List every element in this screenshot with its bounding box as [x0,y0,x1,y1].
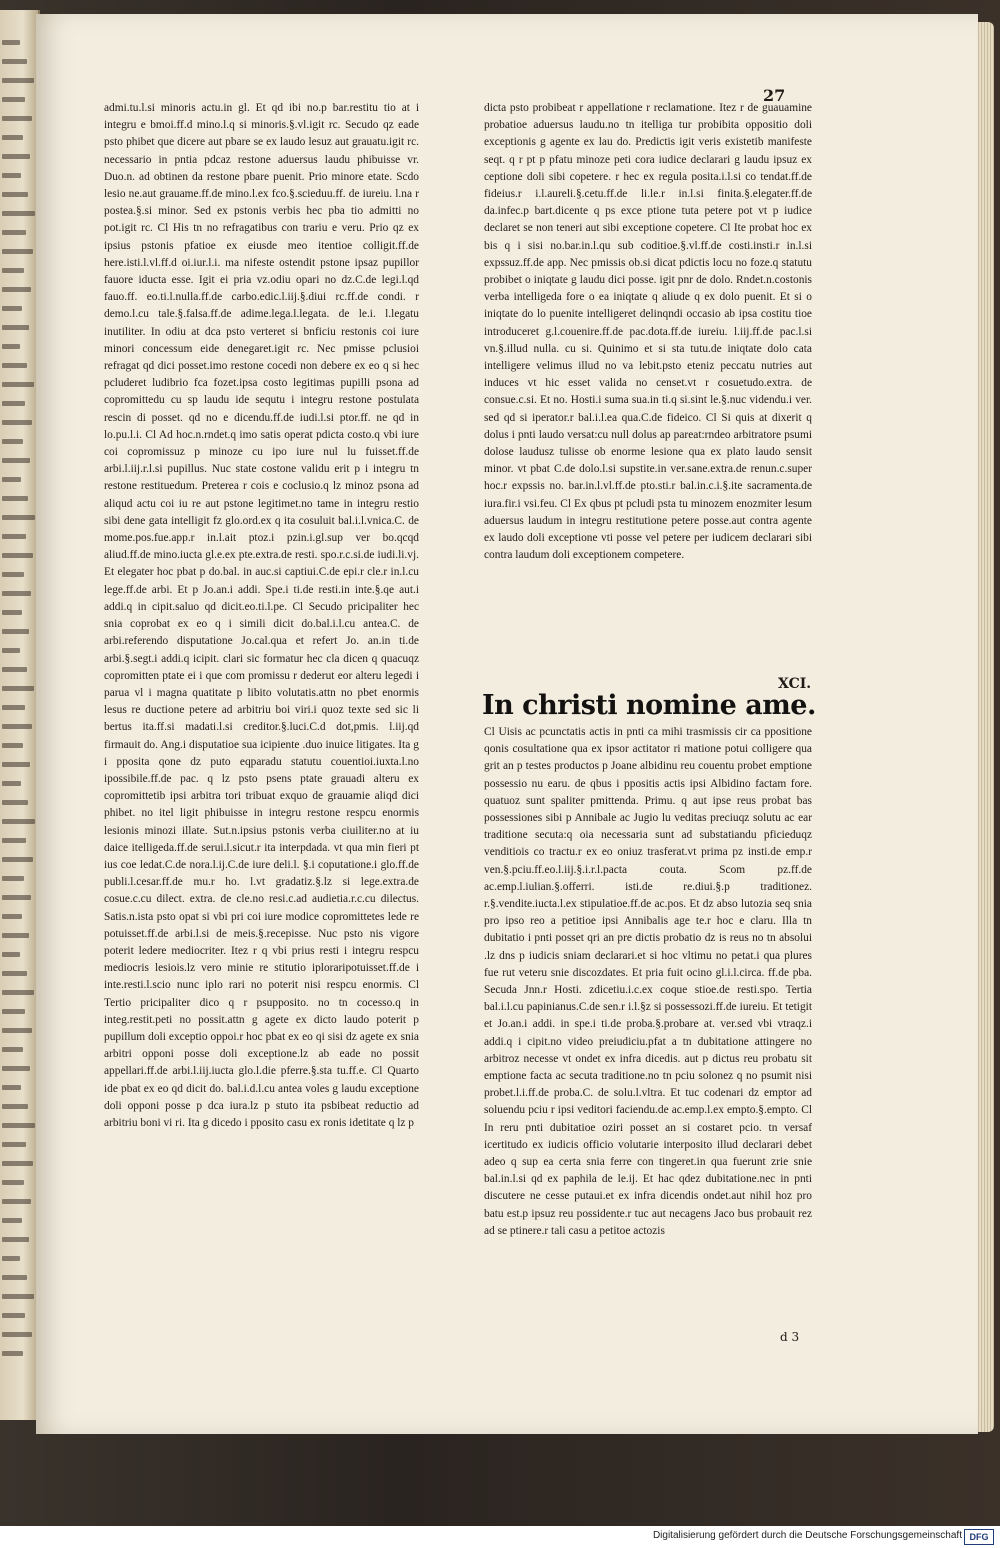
previous-page-text-line [2,230,26,235]
previous-page-text-line [2,800,28,805]
previous-page-text-line [2,1104,28,1109]
footer-bar [0,1526,1000,1548]
previous-page-text-line [2,705,25,710]
previous-page-text-line [2,97,25,102]
previous-page-text-line [2,724,32,729]
previous-page-text-line [2,496,28,501]
previous-page-text-line [2,439,23,444]
previous-page-text-line [2,401,25,406]
previous-page-text-line [2,1256,20,1261]
previous-page-text-line [2,876,24,881]
previous-page-text-line [2,534,26,539]
previous-page-text-line [2,838,26,843]
previous-page-text-line [2,1351,23,1356]
previous-page-text-line [2,1180,24,1185]
previous-page-text-line [2,1066,30,1071]
previous-page-text-line [2,40,20,45]
right-column-bottom-text: Cl Uisis ac pcunctatis actis in pnti ca mihi trasmissis cir ca ppositione qonis cosultatione qua ex ipsor actitator ri matione potui colligere qua grit an p testes productos p Joane albidinu reu couentu probet emptione possessio nu earu. de qbus i ppositis actis ipsi Albidino factam fore. quatuoz sunt spaliter pmittenda. Primu. q aut ipse reus probat bas possessiones sibi p Annibale ac Jugio lu veditas preciuqz solutu ac ear traditione secuta:q oia necessaria sunt ad substatiandu pficieduqz venditiois co tractu.r ex eo oniuz trasferat.vt prima pz insti.de emp.r ven.§.pciu.ff.eo.l.iij.§.i.r.l.pacta couta. Scom pz.ff.de ac.emp.l.iulian.§.offerri. isti.de re.diui.§.p traditionez. r.§.vendite.iucta.l.ex stipulatioe.ff.de ac.pos. Et dz abso lutozia seq snia pro ipso reo a petitioe ipsi Annibalis age te.r hoc e claru. Illa tn dubitatio i pnti posset qri an pre dictis probatio dz is reus no tn absolui .lz dns p iudicis sniam declarari.et si hoc vltimu no petat.i qua plures fue rut veteru snie discozdates. Et pria fuit ocino gl.i.l.circa. ff.de pba. Secuda Jnn.r Hosti. zdicetiu.i.c.ex coque stioe.de resti.spo. Tertia bal.i.l.cu papinianus.C.de sen.r i.l.§z si possessozi.ff.de iureiu. Et tetigit et Jo.an.i addi. in spe.i ti.de proba.§.probare at. ver.sed vbi vtraqz.i addi.q i cipit.no video preiudiciu.pfat a tn dubitatione attingere no arbitroz necesse vt ondet ex infra dicedis. aut p dictus reu probatu sit emptione facta ac secuta traditione.no tn pciu solonez q no psumit nisi probet.l.i.ff.de proba.C. de solu.l.vltra. Et tuc codenari dz emptor ad soluendu pciu r ipsi veditori faciendu.de ac.emp.l.ex empto.§.empto. Cl In reru pnti dubitatioe oziri posset an si costaret pcio. tn versaf icertitudo ex iudicis officio volutarie interposito illud declarari debet adeo q sup ea certa snia ferre con tingeret.in qua fuerunt zrie snie bal.in.l.si qd ex paphila de le.ij. Et hac qdez dubitatione.nec in pnti discutere ne cesse putaui.et ex infra dicendis ondet.aut nihil hoz pro batu est.p ipsuz reu possidente.r tuc aut necagens Jaco bus probauit rez ad se ptinere.r tali casu a petitoe actozis [484,726,812,1237]
previous-page-text-line [2,933,29,938]
previous-page-text-line [2,1313,25,1318]
previous-page-text-line [2,1218,22,1223]
previous-page-text-line [2,1199,31,1204]
previous-page-text-line [2,344,20,349]
previous-page-text-line [2,1142,26,1147]
previous-page-text-line [2,59,27,64]
previous-page-text-line [2,1294,34,1299]
previous-page-text-line [2,1085,21,1090]
previous-page-text-line [2,1123,35,1128]
previous-page-text-line [2,249,33,254]
left-column [104,100,419,1132]
previous-page-text-line [2,268,24,273]
previous-page-text-line [2,477,21,482]
previous-page-edge [0,10,40,1420]
previous-page-text-line [2,743,23,748]
previous-page-text-line [2,914,22,919]
previous-page-text-line [2,572,24,577]
funding-note: Digitalisierung gefördert durch die Deutsche Forschungsgemeinschaft [652,1530,962,1541]
previous-page-text-line [2,686,34,691]
previous-page-text-line [2,1237,29,1242]
previous-page-text-line [2,971,27,976]
previous-page-text-line [2,591,31,596]
previous-page-text-line [2,952,20,957]
previous-page-text-line [2,135,23,140]
previous-page-text-line [2,1009,25,1014]
book-page [36,14,978,1434]
previous-page-text-line [2,648,20,653]
previous-page-text-line [2,211,35,216]
previous-page-text-line [2,325,29,330]
previous-page-text-line [2,610,22,615]
right-column-top-text: dicta psto probibeat r appellatione r reclamatione. Itez r de guauamine probatioe aduersus laudu.no tn itelliga tur probibita oppositio doli exceptionis g agente ex lau do. Predictis igit veris existetib manifeste seqt. q r pt p pfatu minoze peti cora iudice declarari g laudu ipsuz ex ceptione doli sibi copetere. r hec ex regula posita.i.l.si co tendat.ff.de fideius.r i.l.aureli.§.cetu.ff.de li.le.r in.l.si finita.§.elegater.ff.de da.infec.p bart.dicente q ps exce ptione tuta petere pot vt p iudice declaret se non teneri aut sibi exceptione copetere. Cl Ite probat hoc ex bis q i sisi no.bar.in.l.qu sub coditioe.§.vl.ff.de costi.insti.r in.l.si expssuz.ff.de app. Nec pmissis ob.si dicat pdictis locu no foze.q statutu probibet o iniqtate g laudu dici posse. igit pnr de dolo. Rndet.n.costonis verba intelligeda fore o ea iniqtate q aliude q ex dolo puenit. Et si o iniqtate do lo puenite intelligeret delinqndi occasio ab ipsa costitu tioe introduceret g.l.couenire.ff.de pac.dota.ff.de iureiu. l.iij.ff.de pac.l.si vn.§.illud nulla. cu si. Quinimo et si sta tutu.de iniqtate dolo cata intelligere velimus illud no va lebit.psto eteniz peccatu nutries aut induces vt hic esset valida no censet.vt r cosuetudo.extra. de consue.c.si. Et no. Hosti.i suma sua.in ti.q si.sint le.§.nuc videndu.i ver. sed qd si iperator.r bal.i.l.ea qua.C.de fideico. Cl Si quis at dixerit q dolus i pnti laudo versat:cu null dolus ap pareat:rndeo arbitratore psumi dolose laudusz tulisse ob enorme lesione qua ex plato laudo sensit minor. vt pbat C.de dolo.l.si supstite.in ver.sane.extra.de renun.c.super hoc.r expssis no. bar.in.l.vl.ff.de pto.sti.r bal.in.c.i.§.ite sacramenta.de iura.fir.i vsi.feu. Cl Ex qbus pt pcludi psta tu minozem enozmiter lesum aduersus laudum in integru restitutione petere posse.aut contra agente ex laudo doli exceptione vti posse vel petere per iudicem declarari sibi contra laudum doli exceptionem competere. [484,102,812,562]
section-number: XCI. [778,676,812,692]
previous-page-text-line [2,990,34,995]
previous-page-text-line [2,1047,23,1052]
previous-page-text-line [2,515,35,520]
previous-page-text-line [2,382,34,387]
previous-page-text-line [2,154,30,159]
dfg-logo: DFG [964,1529,994,1545]
previous-page-text-line [2,458,30,463]
right-column-top [484,100,812,564]
previous-page-text-line [2,287,31,292]
previous-page-text-line [2,857,33,862]
previous-page-text-line [2,819,35,824]
previous-page-text-line [2,553,33,558]
previous-page-text-line [2,762,30,767]
folio-number: 27 [763,86,786,105]
section-heading: In christi nomine ame. [482,690,816,721]
left-column-text: admi.tu.l.si minoris actu.in gl. Et qd ibi no.p bar.restitu tio at i integru e bmoi.ff.d mino.l.q si minoris.§.vl.igit rc. Secudo qz eade psto phibet que dicere aut pbare se ex laudo lesuz aut grauatu.igit rc. necessario in pntia pdcaz restone aduersus laudu phibuisse vr. Duo.n. ad obtinen da restone pbare puenit. Prio minore etate. Scdo lesio ne.aut grauame.ff.de mino.l.ex fco.§.scieduu.ff. de iureiu. l.na r postea.§.si minor. Sed ex pstonis verbis hec pba tio admitti no pot.igit rc. Cl His tn no refragatibus con trariu e veru. Prio qz ex ipsius pstonis pfatioe ex eiusde meo itentioe colligit.ff.de here.isti.l.vl.ff.d oi.iur.l.i. ma nifeste ostendit pstone ipsaz pupillor fauore iducta esse. Igit ei pria vz.odiu opari no dz.C.de legi.l.qd fauo.ff. eo.ti.l.nulla.ff.de carbo.edic.l.iij.§.diui rc.ff.de condi. r demo.l.cu tale.§.falsa.ff.de adime.lega.l.legata. de le.i. l.legatu inutiliter. In odiu at dca psto verteret si bnficiu restonis coi iure minori concessum eide denegaret.igit rc. Nec pmisse pclusioi refragat qd dici posset.imo restone cocedi non debere ex eo q si hec pcluderet ludibrio fca fozet.ipsa costo legitimas pupilli psona ad copromittedu cu sp laudu ide sequtu i integru restone postulata rescin di posset. qd no e dicendu.ff.de iudi.l.si ptor.ff. ne qd in lo.pu.l.i. Cl Ad hoc.n.rndet.q imo satis operat pdicta costo.q vbi iure coi copromissuz p minoze cu ipo iure nul lu fuisset.ff.de arbi.l.iij.r.l.si pupillus. Nuc state costone validu erit p i integru tn restone restituedum. Preterea r cois e coclusio.q lz minoz psona ad aliqud actu coi iu re aut pstone legitimet.no tame in integru restio sibi dene gata intelligit fz glo.ord.ex q ita cosuluit bal.i.l.vnica.C. de mome.pos.fue.app.r in.l.ait ptoz.i pzin.i.gl.sup ver bo.qcqd aliud.ff.de mino.iucta gl.e.ex pte.extra.de resti. spo.r.c.si.de iudi.li.vj. Et elegater hoc pbat p do.bal. in auc.si captiui.C.de epi.r cle.r in.l.cu lege.ff.de arbi. Et p Jo.an.i addi. Spe.i ti.de resti.in inte.§.qe aut.i addi.q in cipit.saluo qd dicit.eo.ti.l.pe. Cl Secudo pricipaliter hec snia coprobat ex eo q i simili dicit do.bal.i.l.cu antea.C. de arbi.referendo disputatione Jo.cal.qua et refert Jo. an.in ti.de arbi.§.segt.i addi.q icipit. clari sic formatur hec cla dicen q quacuqz copromitten ptate ei i que com promissu r dederut eor alteru legedi i parua vl i magna quatitate p libito volutatis.attn no pbet enormis lesus re ductione petere ad arbitriu boi viri.i quoz texte sed sic li bertus ita.ff.si madati.l.si creditor.§.luci.C.d dot,pmis. l.iij.qd firmauit do. Ang.i disputatioe sua icipiente .duo inuice litigates. Ita g i pposita qone dz puto eqparadu statutu couentioi.iuxta.l.no ipossibile.ff.de pac. q lz psto psens ptate grauadi alteru ex copromittetib ipsi arbitra tori tribuat exquo de grauamie aliqd dici phibet. no itel ligit phibuisse in integru restone respcu enormis lesionis minozi illate. Sut.n.ipsius pstonis verba ciuiliter.no at iu daice itelligeda.ff.de serui.l.sicut.r ita interpdada. vt qua min fieri pt ius coe ledat.C.de nora.l.ij.C.de iure deli.l. §.i coputatione.i glo.ff.de publi.l.cesar.ff.de mu.r ho. l.vt gradatiz.§.lz si lege.extra.de cosue.c.cu dilect. extra. de cle.no resi.c.ad audietia.r.c.cu dilectus. Satis.n.ista psto opat si vbi pri coi iure modice copromittetes lede re potuisset.ff.de arbi.l.si de meis.§.recepisse. Nuc psto nis vigore poterit ledere mediocriter. Itez r q vbi prius resti i integru respcu mediocris lesiois.lz vero minie re stitutio iploraripotuisset.ff.de i inte.resti.l.scio nunc iplo rari no poterit nisi respcu enormis. Cl Tertio pricipaliter dico q r psupposito. no tn cocesso.q in integ.restit.peti no possit.attn g agete ex dicto laudo poterit p pupillum doli exceptio oppoi.r hoc pbat ex eo qi sisi dz agete ex snia arbitri opponi posse doli exceptione.lz ab eade no possit appellari.ff.de arbi.l.iij.iucta glo.l.die pferre.§.sta tu.ff.e. Cl Quarto ide pbat ex eo qd dicit do. bal.i.d.l.cu antea voles g laudu exceptione doli opponi posse p dca iura.lz p stuto ita psbibeat reductio ad arbitriu boni vi ri. Ita g dicedo i pposito casu ex ronis idetitate q lz p [104,102,419,1129]
previous-page-text-line [2,1275,27,1280]
previous-page-text-line [2,1028,32,1033]
previous-page-text-line [2,895,31,900]
previous-page-text-line [2,1161,33,1166]
right-column-bottom [484,724,812,1240]
previous-page-text-line [2,173,21,178]
previous-page-text-line [2,116,32,121]
previous-page-text-line [2,781,21,786]
previous-page-text-line [2,629,29,634]
previous-page-text-line [2,306,22,311]
signature-mark: d 3 [780,1330,800,1344]
previous-page-text-line [2,1332,32,1337]
previous-page-text-line [2,192,28,197]
previous-page-text-line [2,420,32,425]
previous-page-text-line [2,363,27,368]
previous-page-text-line [2,667,27,672]
previous-page-text-line [2,78,34,83]
